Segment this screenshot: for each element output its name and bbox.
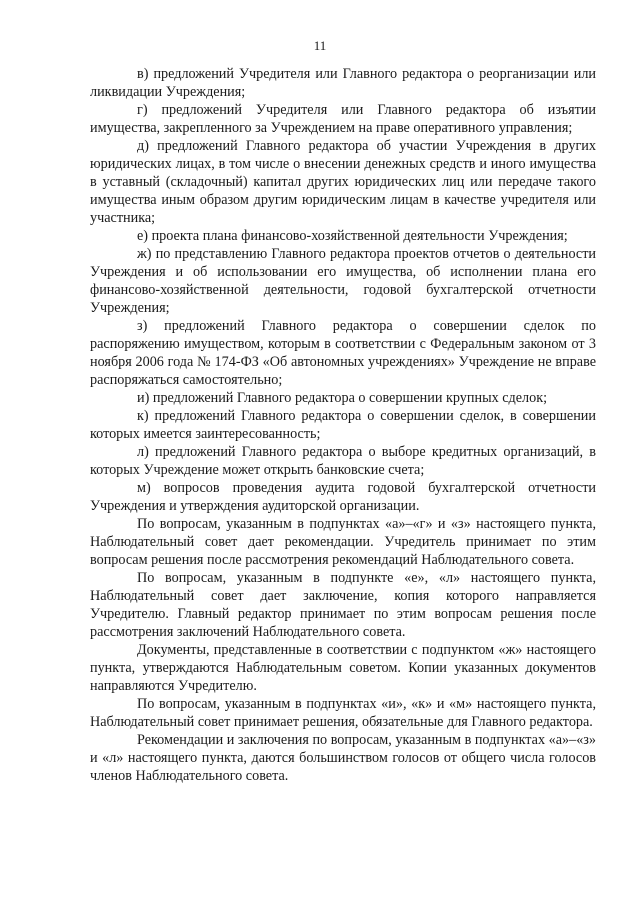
paragraph-item-k: к) предложений Главного редактора о совершении сделок, в совершении которых имеется заинтересованность; [90,408,596,442]
paragraph-recommendations: По вопросам, указанным в подпунктах «а»–«г» и «з» настоящего пункта, Наблюдательный совет дает рекомендации. Учредитель принимает по этим вопросам решения после рассмотрения рекомендаций Наблюдательного совета. [90,516,596,568]
paragraph-item-d: д) предложений Главного редактора об участии Учреждения в других юридических лицах, в том числе о внесении денежных средств и иного имущества в уставный (складочный) капитал других юридических лиц или передаче такого имущества иным образом другим юридическим лицам в качестве учредителя или участника; [90,138,596,226]
paragraph-documents: Документы, представленные в соответствии с подпунктом «ж» настоящего пункта, утверждаются Наблюдательным советом. Копии указанных документов направляются Учредителю. [90,642,596,694]
paragraph-item-zh: ж) по представлению Главного редактора проектов отчетов о деятельности Учреждения и об использовании его имущества, об исполнении плана его финансово-хозяйственной деятельности, годовой бухгалтерской отчетности Учреждения; [90,246,596,316]
paragraph-item-m: м) вопросов проведения аудита годовой бухгалтерской отчетности Учреждения и утверждения аудиторской организации. [90,480,596,514]
page-number: 11 [313,38,327,53]
paragraph-item-i: и) предложений Главного редактора о совершении крупных сделок; [137,390,548,406]
paragraph-voting: Рекомендации и заключения по вопросам, указанным в подпунктах «а»–«з» и «л» настоящего пункта, даются большинством голосов от общего числа голосов членов Наблюдательного совета. [90,732,596,784]
paragraph-item-g: г) предложений Учредителя или Главного редактора об изъятии имущества, закрепленного за Учреждением на праве оперативного управления; [90,102,596,136]
paragraph-item-e: е) проекта плана финансово-хозяйственной деятельности Учреждения; [137,228,568,244]
paragraph-item-v: в) предложений Учредителя или Главного редактора о реорганизации или ликвидации Учреждения; [90,66,596,100]
paragraph-conclusion: По вопросам, указанным в подпункте «е», «л» настоящего пункта, Наблюдательный совет дает заключение, копия которого направляется Учредителю. Главный редактор принимает по этим вопросам решения после рассмотрения заключений Наблюдательного совета. [90,570,596,640]
paragraph-decisions: По вопросам, указанным в подпунктах «и», «к» и «м» настоящего пункта, Наблюдательный совет принимает решения, обязательные для Главного редактора. [90,696,596,730]
document-body [90,65,596,785]
paragraph-item-z: з) предложений Главного редактора о совершении сделок по распоряжению имуществом, которым в соответствии с Федеральным законом от 3 ноября 2006 года № 174-ФЗ «Об автономных учреждениях» Учреждение не вправе распоряжаться самостоятельно; [90,318,596,388]
paragraph-item-l: л) предложений Главного редактора о выборе кредитных организаций, в которых Учреждение может открыть банковские счета; [90,444,596,478]
